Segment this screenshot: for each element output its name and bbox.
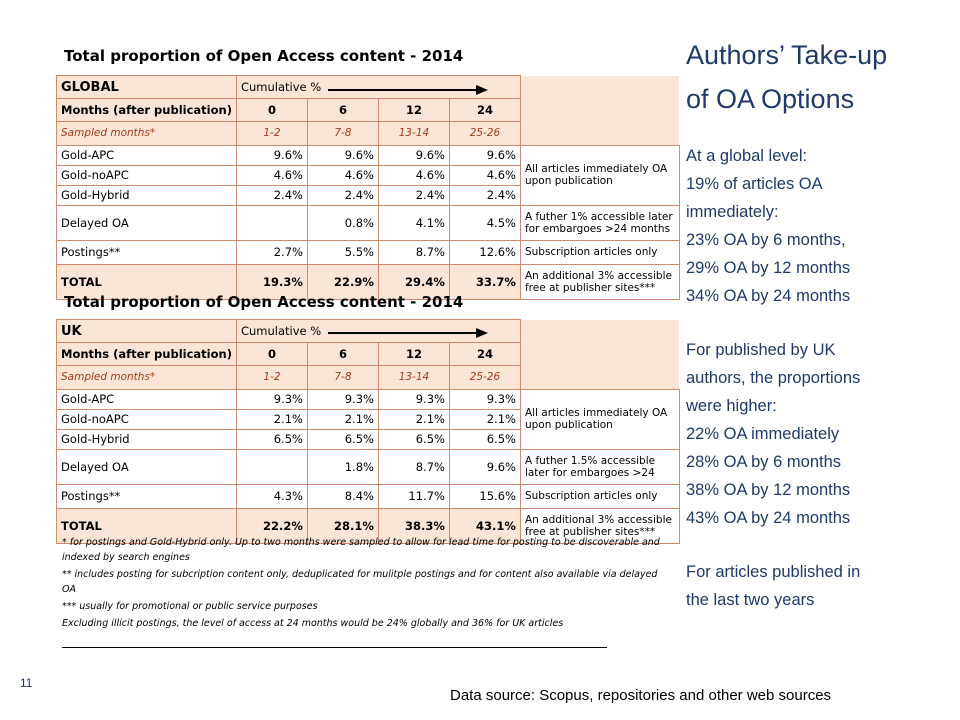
sampled-col: 1-2 bbox=[236, 366, 307, 390]
uk-oa-table bbox=[56, 319, 680, 544]
cumulative-arrow bbox=[328, 89, 478, 91]
cell-value bbox=[236, 449, 307, 484]
data-source: Data source: Scopus, repositories and other web sources bbox=[450, 687, 832, 704]
sampled-col: 7-8 bbox=[307, 122, 378, 146]
summary-line: 29% OA by 12 months bbox=[686, 259, 851, 277]
slide-title bbox=[686, 33, 946, 121]
region-label: GLOBAL bbox=[57, 76, 237, 99]
cell-value: 28.1% bbox=[307, 508, 378, 543]
sampled-row bbox=[57, 122, 680, 146]
summary-line: 38% OA by 12 months bbox=[686, 481, 851, 499]
footnote: Excluding illicit postings, the level of access at 24 months would be 24% globally and 36% for UK articles bbox=[62, 618, 564, 629]
cell-value: 9.6% bbox=[449, 145, 520, 165]
cell-value: 4.6% bbox=[378, 165, 449, 185]
sampled-col: 13-14 bbox=[378, 366, 449, 390]
global-oa-table bbox=[56, 75, 680, 300]
cell-value: 4.3% bbox=[236, 484, 307, 508]
footnote: ** includes posting for subcription content only, deduplicated for mulitple postings and for content also available via delayed OA bbox=[62, 569, 658, 595]
cell-value: 9.6% bbox=[378, 145, 449, 165]
cell-value: 6.5% bbox=[378, 429, 449, 449]
uk-table-title: Total proportion of Open Access content - 2014 bbox=[64, 293, 464, 311]
sampled-label: Sampled months* bbox=[57, 122, 237, 146]
table-row bbox=[57, 240, 680, 264]
cell-value: 0.8% bbox=[307, 205, 378, 240]
slide-title-line: Authors’ Take-up bbox=[686, 40, 888, 70]
row-note: Subscription articles only bbox=[520, 240, 679, 264]
cell-value: 2.1% bbox=[378, 409, 449, 429]
cell-value: 2.4% bbox=[307, 185, 378, 205]
row-label: Gold-Hybrid bbox=[57, 185, 237, 205]
cell-value: 2.7% bbox=[236, 240, 307, 264]
cell-value: 4.5% bbox=[449, 205, 520, 240]
cell-value: 4.6% bbox=[307, 165, 378, 185]
cell-value: 2.4% bbox=[449, 185, 520, 205]
cell-value: 33.7% bbox=[449, 264, 520, 299]
cell-value: 19.3% bbox=[236, 264, 307, 299]
cell-value: 43.1% bbox=[449, 508, 520, 543]
summary-line: were higher: bbox=[686, 397, 777, 415]
row-label: TOTAL bbox=[57, 264, 237, 299]
months-header-row bbox=[57, 99, 680, 122]
footnotes bbox=[62, 535, 672, 633]
months-header: Months (after publication) bbox=[57, 343, 237, 366]
sampled-label: Sampled months* bbox=[57, 366, 237, 390]
month-col: 6 bbox=[307, 99, 378, 122]
row-label: TOTAL bbox=[57, 508, 237, 543]
cell-value: 4.6% bbox=[236, 165, 307, 185]
cell-value: 8.7% bbox=[378, 240, 449, 264]
table-row bbox=[57, 389, 680, 409]
cell-value: 2.4% bbox=[378, 185, 449, 205]
sampled-col: 1-2 bbox=[236, 122, 307, 146]
row-label: Gold-noAPC bbox=[57, 165, 237, 185]
row-label: Gold-noAPC bbox=[57, 409, 237, 429]
row-note: Subscription articles only bbox=[520, 484, 679, 508]
sampled-row bbox=[57, 366, 680, 390]
row-label: Gold-Hybrid bbox=[57, 429, 237, 449]
footnote-divider bbox=[62, 647, 607, 648]
row-label: Delayed OA bbox=[57, 449, 237, 484]
month-col: 6 bbox=[307, 343, 378, 366]
cell-value: 4.6% bbox=[449, 165, 520, 185]
sampled-col: 13-14 bbox=[378, 122, 449, 146]
cumulative-label: Cumulative % bbox=[236, 76, 520, 99]
sampled-col: 25-26 bbox=[449, 366, 520, 390]
cell-value: 9.3% bbox=[236, 389, 307, 409]
footnote: *** usually for promotional or public service purposes bbox=[62, 601, 318, 612]
summary-line: 28% OA by 6 months bbox=[686, 453, 842, 471]
table-row bbox=[57, 484, 680, 508]
row-note: All articles immediately OA upon publication bbox=[520, 389, 679, 449]
summary-text bbox=[686, 142, 946, 614]
row-note: An additional 3% accessible free at publisher sites*** bbox=[520, 264, 679, 299]
summary-line: 22% OA immediately bbox=[686, 425, 840, 443]
slide-number: 11 bbox=[20, 676, 33, 690]
cell-value: 22.2% bbox=[236, 508, 307, 543]
cell-value bbox=[236, 205, 307, 240]
row-note: All articles immediately OA upon publication bbox=[520, 145, 679, 205]
cell-value: 6.5% bbox=[449, 429, 520, 449]
summary-line: 34% OA by 24 months bbox=[686, 287, 851, 305]
cell-value: 5.5% bbox=[307, 240, 378, 264]
row-note: An additional 3% accessible free at publisher sites*** bbox=[520, 508, 679, 543]
cell-value: 15.6% bbox=[449, 484, 520, 508]
cell-value: 11.7% bbox=[378, 484, 449, 508]
cumulative-arrow bbox=[328, 332, 478, 334]
summary-line: the last two years bbox=[686, 591, 815, 609]
cell-value: 22.9% bbox=[307, 264, 378, 299]
cell-value: 9.3% bbox=[449, 389, 520, 409]
row-label: Postings** bbox=[57, 484, 237, 508]
slide-title-line: of OA Options bbox=[686, 84, 855, 114]
cell-value: 9.3% bbox=[307, 389, 378, 409]
region-row bbox=[57, 76, 680, 99]
month-col: 0 bbox=[236, 99, 307, 122]
cell-value: 9.6% bbox=[449, 449, 520, 484]
row-label: Gold-APC bbox=[57, 145, 237, 165]
row-label: Delayed OA bbox=[57, 205, 237, 240]
global-table-title: Total proportion of Open Access content - 2014 bbox=[64, 47, 464, 65]
months-header: Months (after publication) bbox=[57, 99, 237, 122]
cell-value: 2.1% bbox=[449, 409, 520, 429]
month-col: 12 bbox=[378, 99, 449, 122]
row-note: A futher 1.5% accessible later for embargoes >24 bbox=[520, 449, 679, 484]
cell-value: 2.4% bbox=[236, 185, 307, 205]
cell-value: 2.1% bbox=[307, 409, 378, 429]
cell-value: 4.1% bbox=[378, 205, 449, 240]
cell-value: 9.6% bbox=[307, 145, 378, 165]
table-row bbox=[57, 145, 680, 165]
month-col: 12 bbox=[378, 343, 449, 366]
cell-value: 38.3% bbox=[378, 508, 449, 543]
summary-line: 23% OA by 6 months, bbox=[686, 231, 846, 249]
region-label: UK bbox=[57, 320, 237, 343]
row-label: Gold-APC bbox=[57, 389, 237, 409]
cell-value: 8.4% bbox=[307, 484, 378, 508]
table-row bbox=[57, 449, 680, 484]
cell-value: 12.6% bbox=[449, 240, 520, 264]
summary-line: authors, the proportions bbox=[686, 369, 861, 387]
month-col: 0 bbox=[236, 343, 307, 366]
summary-line: At a global level: bbox=[686, 147, 808, 165]
footnote: * for postings and Gold-Hybrid only. Up to two months were sampled to allow for lead time for posting to be discoverable and indexed by search engines bbox=[62, 537, 660, 563]
arrow-head-icon bbox=[476, 85, 488, 95]
region-row bbox=[57, 320, 680, 343]
summary-line: For articles published in bbox=[686, 563, 861, 581]
cell-value: 6.5% bbox=[307, 429, 378, 449]
summary-line: immediately: bbox=[686, 203, 779, 221]
sampled-col: 25-26 bbox=[449, 122, 520, 146]
month-col: 24 bbox=[449, 99, 520, 122]
cell-value: 9.3% bbox=[378, 389, 449, 409]
row-label: Postings** bbox=[57, 240, 237, 264]
table-row bbox=[57, 205, 680, 240]
cell-value: 9.6% bbox=[236, 145, 307, 165]
sampled-col: 7-8 bbox=[307, 366, 378, 390]
summary-line: 43% OA by 24 months bbox=[686, 509, 851, 527]
cell-value: 6.5% bbox=[236, 429, 307, 449]
arrow-head-icon bbox=[476, 328, 488, 338]
cell-value: 29.4% bbox=[378, 264, 449, 299]
cell-value: 1.8% bbox=[307, 449, 378, 484]
months-header-row bbox=[57, 343, 680, 366]
cumulative-label: Cumulative % bbox=[236, 320, 520, 343]
cell-value: 2.1% bbox=[236, 409, 307, 429]
summary-line: For published by UK bbox=[686, 341, 836, 359]
row-note: A futher 1% accessible later for embargoes >24 months bbox=[520, 205, 679, 240]
month-col: 24 bbox=[449, 343, 520, 366]
summary-line: 19% of articles OA bbox=[686, 175, 823, 193]
cell-value: 8.7% bbox=[378, 449, 449, 484]
